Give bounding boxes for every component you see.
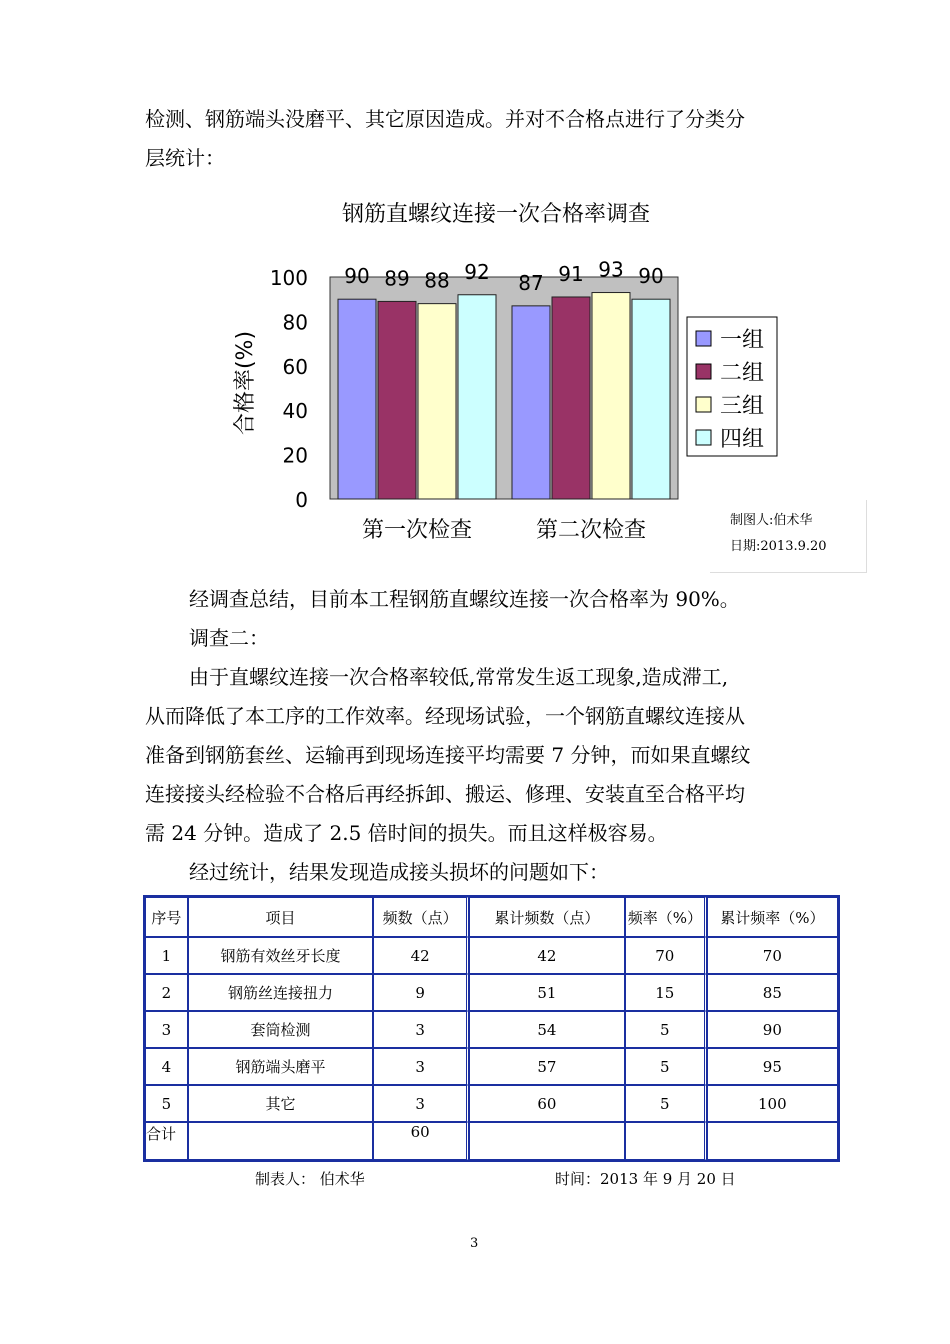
body-line-2: 从而降低了本工序的工作效率。经现场试验，一个钢筋直螺纹连接从 [145,704,745,728]
body-line-5: 需 24 分钟。造成了 2.5 倍时间的损失。而且这样极容易。 [145,821,668,845]
table-cell: 15 [625,974,707,1011]
table-cell: 100 [707,1085,838,1122]
y-tick-label: 40 [282,399,308,424]
y-tick-label: 0 [295,488,308,512]
bar-value-label: 87 [518,270,544,295]
table-cell: 60 [469,1085,625,1122]
legend-swatch [696,331,711,346]
header-cell: 累计频率（%） [707,897,838,937]
intro-line-1: 检测、钢筋端头没磨平、其它原因造成。并对不合格点进行了分类分 [145,107,745,131]
stats-intro-paragraph [145,853,825,892]
legend-label: 三组 [720,394,765,419]
legend-swatch [696,430,711,445]
bar-value-label: 88 [424,268,450,293]
table-total-row [145,1122,838,1160]
table-cell [707,1122,838,1160]
table-cell: 2 [145,974,188,1011]
table-time: 时间：2013 年 9 月 20 日 [555,1170,736,1188]
table-cell: 5 [625,1011,707,1048]
table-cell: 其它 [188,1085,374,1122]
table-cell: 85 [707,974,838,1011]
table-cell: 合计 [145,1122,188,1160]
table-row [145,937,838,974]
table-row [145,1085,838,1122]
chart-author: 制图人:伯术华 [730,513,813,528]
table-row [145,1048,838,1085]
bar [338,299,376,499]
y-tick-label: 100 [269,266,308,290]
summary-paragraph [145,580,825,619]
table-cell: 57 [469,1048,625,1085]
table-cell [469,1122,625,1160]
survey2-title: 调查二： [189,626,269,650]
legend-label: 四组 [720,427,765,452]
legend-label: 一组 [720,328,765,353]
bar-value-label: 90 [638,264,664,289]
table-cell: 钢筋丝连接扭力 [188,974,374,1011]
table-cell: 4 [145,1048,188,1085]
table-cell: 9 [373,974,469,1011]
table-cell [625,1122,707,1160]
body-paragraph [145,658,825,853]
page-number: 3 [470,1236,479,1251]
table-cell: 5 [145,1085,188,1122]
x-category-label: 第二次检查 [535,518,647,543]
table-cell: 3 [373,1011,469,1048]
bar-value-label: 93 [598,257,624,282]
table-row [145,1011,838,1048]
chart-date: 日期:2013.9.20 [730,539,827,554]
table-maker: 制表人： 伯术华 [255,1170,365,1188]
bar [552,297,590,499]
y-axis-label: 合格率(%) [233,330,258,436]
y-tick-label: 60 [282,354,308,379]
table-cell: 5 [625,1048,707,1085]
header-cell: 累计频数（点） [469,897,625,937]
table-row [145,974,838,1011]
table-cell: 70 [707,937,838,974]
table-cell: 钢筋有效丝牙长度 [188,937,374,974]
bar [378,301,416,499]
table-cell: 3 [373,1048,469,1085]
table-cell: 95 [707,1048,838,1085]
bar-value-label: 90 [344,264,370,289]
y-tick-label: 20 [282,443,308,468]
chart-credit-box [710,500,867,573]
summary-text: 经调查总结，目前本工程钢筋直螺纹连接一次合格率为 90%。 [189,587,740,611]
header-cell: 项目 [188,897,374,937]
table-cell: 钢筋端头磨平 [188,1048,374,1085]
table-cell: 51 [469,974,625,1011]
table-cell: 3 [145,1011,188,1048]
legend-swatch [696,364,711,379]
bar-value-label: 91 [558,261,584,286]
bar [458,295,496,499]
table-cell: 42 [469,937,625,974]
table-cell: 1 [145,937,188,974]
y-tick-label: 80 [282,310,308,335]
legend-label: 二组 [720,361,765,386]
table-cell: 套筒检测 [188,1011,374,1048]
table-header-row [145,897,838,937]
stats-intro-text: 经过统计，结果发现造成接头损坏的问题如下： [189,860,609,884]
body-line-3: 准备到钢筋套丝、运输再到现场连接平均需要 7 分钟，而如果直螺纹 [145,743,751,767]
table-cell: 60 [373,1122,469,1160]
legend-swatch [696,397,711,412]
bar-value-label: 92 [464,259,490,284]
header-cell: 序号 [145,897,188,937]
intro-line-2: 层统计： [145,146,225,170]
header-cell: 频数（点） [373,897,469,937]
table-cell [188,1122,374,1160]
table-cell: 42 [373,937,469,974]
body-line-4: 连接接头经检验不合格后再经拆卸、搬运、修理、安装直至合格平均 [145,782,745,806]
survey2-heading [145,619,825,658]
bar-value-label: 89 [384,266,410,291]
table-cell: 90 [707,1011,838,1048]
table-cell: 54 [469,1011,625,1048]
header-cell: 频率（%） [625,897,707,937]
table-cell: 70 [625,937,707,974]
table-cell: 3 [373,1085,469,1122]
bar [512,306,550,499]
bar [632,299,670,499]
body-line-1: 由于直螺纹连接一次合格率较低,常常发生返工现象,造成滞工, [189,665,729,689]
defect-stats-table [143,895,840,1162]
bar [418,304,456,499]
chart-title: 钢筋直螺纹连接一次合格率调查 [341,202,651,227]
x-category-label: 第一次检查 [361,518,473,543]
table-cell: 5 [625,1085,707,1122]
bar [592,293,630,499]
